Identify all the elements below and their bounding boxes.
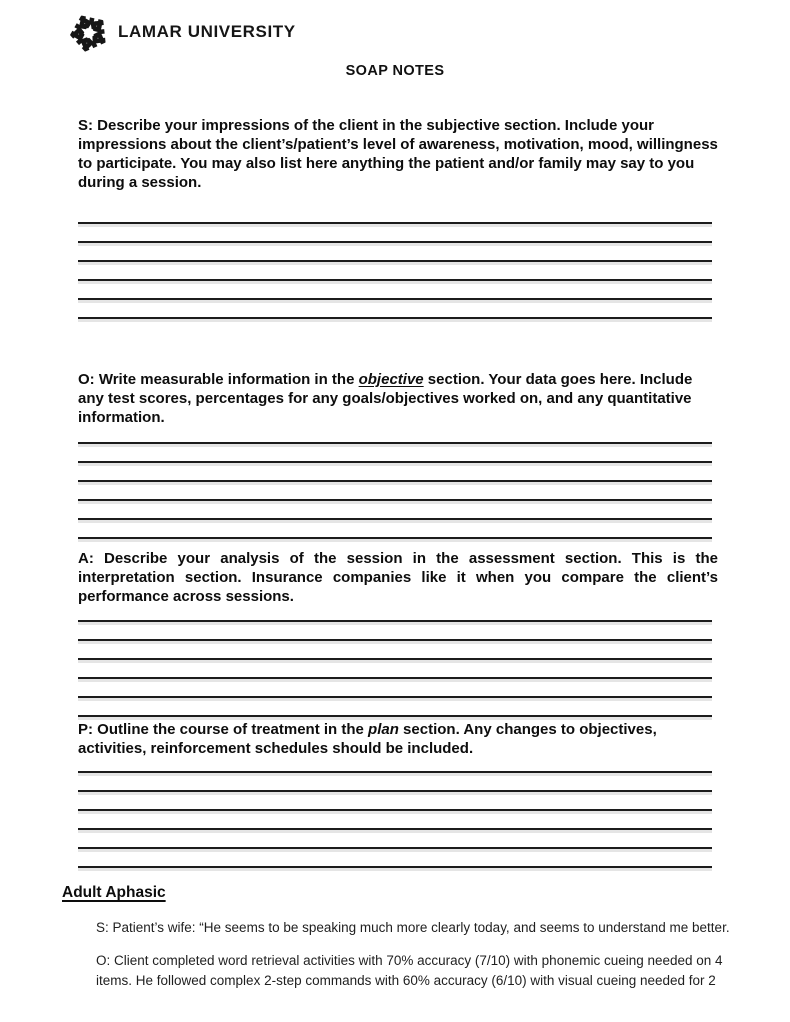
assessment-writing-lines <box>78 603 712 717</box>
objective-writing-lines <box>78 425 712 539</box>
writing-line <box>78 698 712 717</box>
example-objective-note: O: Client completed word retrieval activities with 70% accuracy (7/10) with phonemic cueing needed on 4 items. He followed complex 2-step commands with 60% accuracy (6/10) with visual cueing needed for 2 <box>96 953 723 988</box>
writing-line <box>78 444 712 463</box>
writing-line <box>78 773 712 792</box>
plan-writing-lines <box>78 754 712 868</box>
writing-line <box>78 224 712 243</box>
university-logo <box>66 13 296 53</box>
writing-line <box>78 520 712 539</box>
writing-line <box>78 641 712 660</box>
writing-line <box>78 205 712 224</box>
writing-line <box>78 243 712 262</box>
writing-line <box>78 660 712 679</box>
subjective-writing-lines <box>78 205 712 319</box>
subjective-instructions <box>78 116 718 192</box>
writing-line <box>78 830 712 849</box>
logo-text: LAMAR UNIVERSITY <box>118 22 296 41</box>
example-heading: Adult Aphasic <box>62 884 166 901</box>
objective-instructions <box>78 370 718 427</box>
assessment-text: A: Describe your analysis of the session in the assessment section. This is the interpretation section. Insurance companies like it when you compare the client’s performance across sessions. <box>78 550 718 605</box>
writing-line <box>78 463 712 482</box>
objective-text-prefix: O: Write measurable information in the <box>78 371 359 388</box>
plan-text-prefix: P: Outline the course of treatment in the <box>78 721 369 738</box>
objective-keyword: objective <box>358 371 424 388</box>
plan-instructions <box>78 720 718 758</box>
writing-line <box>78 482 712 501</box>
plan-text-suffix: section. Any changes to objectives, activities, reinforcement schedules should be included. <box>78 721 657 757</box>
writing-line <box>78 425 712 444</box>
writing-line <box>78 501 712 520</box>
writing-line <box>78 849 712 868</box>
writing-line <box>78 811 712 830</box>
writing-line <box>78 300 712 319</box>
subjective-text: S: Describe your impressions of the client in the subjective section. Include your impressions about the client’s/patient’s level of awareness, motivation, mood, willingness to participate. You may also list here anything the patient and/or family may say to you during a session. <box>78 117 718 191</box>
writing-line <box>78 262 712 281</box>
writing-line <box>78 281 712 300</box>
writing-line <box>78 792 712 811</box>
lamar-star-icon <box>66 13 112 53</box>
objective-text-suffix: section. Your data goes here. Include any test scores, percentages for any goals/objectives worked on, and any quantitative information. <box>78 371 693 426</box>
writing-line <box>78 622 712 641</box>
assessment-instructions <box>78 549 718 606</box>
writing-line <box>78 754 712 773</box>
writing-line <box>78 679 712 698</box>
page-title: SOAP NOTES <box>345 63 445 79</box>
writing-line <box>78 603 712 622</box>
example-subjective-note: S: Patient’s wife: “He seems to be speaking much more clearly today, and seems to understand me better. <box>96 920 730 935</box>
plan-keyword: plan <box>368 721 399 738</box>
